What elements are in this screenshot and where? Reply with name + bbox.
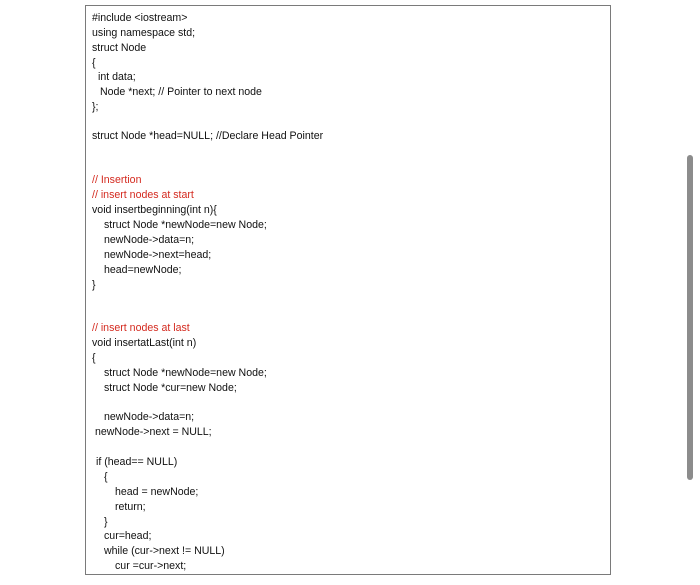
code-line-int-data: int data; [98,71,136,83]
scrollbar-thumb[interactable] [687,155,693,480]
code-line-close-struct: }; [92,101,99,113]
code-line-close-fn1: } [92,279,96,291]
code-line-return: return; [115,501,146,513]
code-line-newnode-next: newNode->next=head; [104,249,212,261]
code-line-cur-next: cur =cur->next; [115,560,187,572]
code-line-cur-alloc: struct Node *cur=new Node; [104,382,237,394]
code-line-newnode-null: newNode->next = NULL; [95,426,212,438]
comment-insertion: // Insertion [92,174,142,186]
code-line-while: while (cur->next != NULL) [104,545,225,557]
code-line-include: #include <iostream> [92,12,188,24]
code-line-open-fn2: { [92,352,96,364]
code-line-head-newnode: head = newNode; [115,486,199,498]
comment-insert-last: // insert nodes at last [92,322,190,334]
code-line-struct-node: struct Node [92,42,147,54]
code-line-insertatlast: void insertatLast(int n) [92,337,197,349]
code-line-head-pointer: struct Node *head=NULL; //Declare Head Pointer [92,130,324,142]
code-line-head-assign: head=newNode; [104,264,182,276]
code-line-newnode-data: newNode->data=n; [104,234,195,246]
code-line-newnode-alloc: struct Node *newNode=new Node; [104,219,267,231]
code-line-if-head-null: if (head== NULL) [96,456,178,468]
comment-insert-start: // insert nodes at start [92,189,194,201]
code-line-open-if: { [104,471,108,483]
code-line-newnode-data2: newNode->data=n; [104,411,195,423]
code-line-close-if: } [104,516,108,528]
code-line-cur-head: cur=head; [104,530,152,542]
code-line-node-next: Node *next; // Pointer to next node [100,86,262,98]
code-line-insertbeginning: void insertbeginning(int n){ [92,204,217,216]
code-line-namespace: using namespace std; [92,27,196,39]
code-document [85,5,611,575]
code-line-open-brace: { [92,57,96,69]
code-line-newnode-alloc2: struct Node *newNode=new Node; [104,367,267,379]
